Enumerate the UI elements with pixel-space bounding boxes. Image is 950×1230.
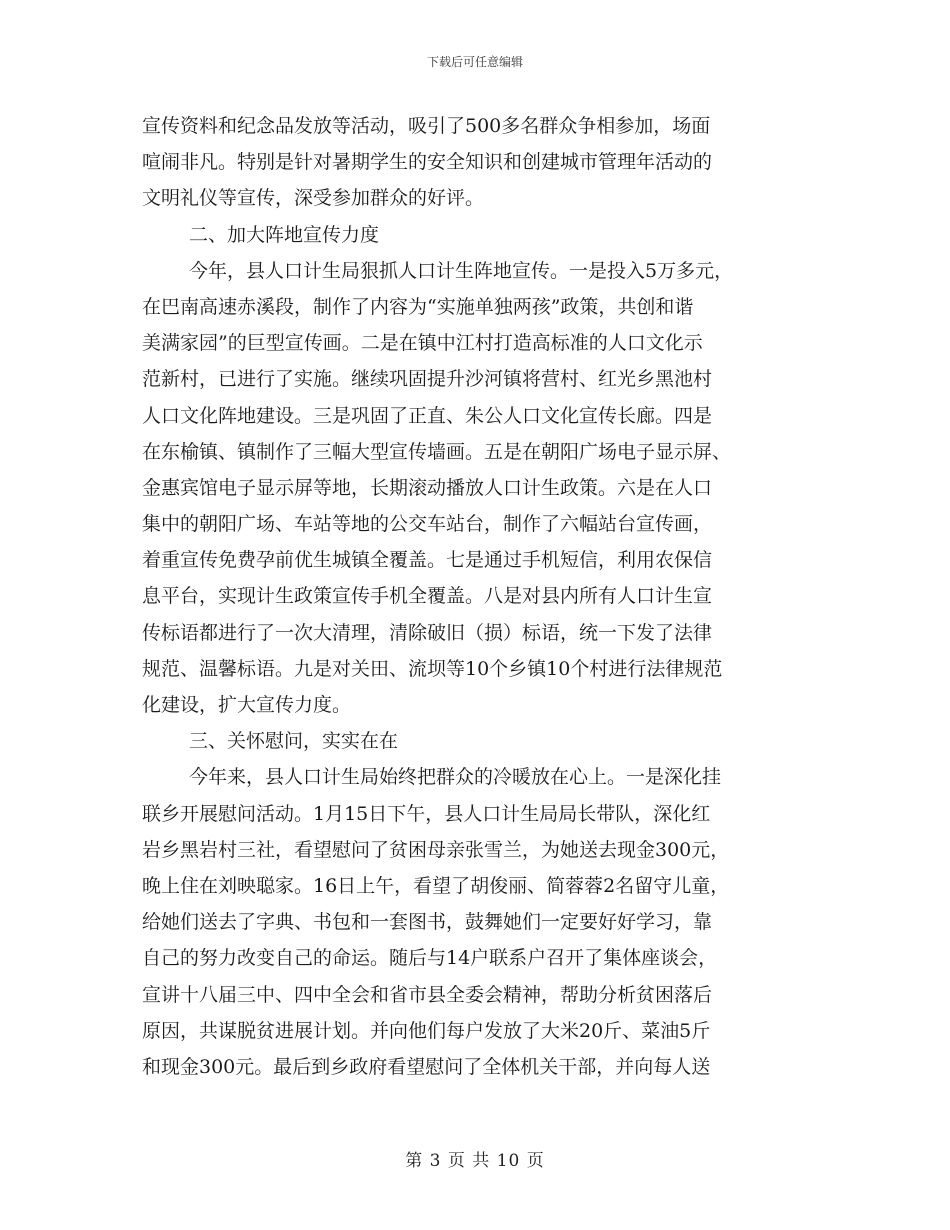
paragraph-line: 今年来，县人口计生局始终把群众的冷暖放在心上。一是深化挂 bbox=[189, 766, 722, 789]
paragraph-line: 今年，县人口计生局狠抓人口计生阵地宣传。一是投入5万多元， bbox=[189, 259, 734, 282]
paragraph-line: 原因，共谋脱贫进展计划。并向他们每户发放了大米20斤、菜油5斤 bbox=[142, 1019, 711, 1042]
paragraph-line: 范新村，已进行了实施。继续巩固提升沙河镇将营村、红光乡黑池村 bbox=[142, 368, 713, 391]
paragraph-line: 晚上住在刘映聪家。16日上午，看望了胡俊丽、简蓉蓉2名留守儿童， bbox=[142, 874, 730, 897]
paragraph-line: 美满家园”的巨型宣传画。二是在镇中江村打造高标准的人口文化示 bbox=[142, 332, 703, 355]
paragraph-line: 化建设，扩大宣传力度。 bbox=[142, 694, 352, 716]
page-number: 第 3 页 共 10 页 bbox=[405, 1151, 545, 1171]
paragraph-line: 息平台，实现计生政策宣传手机全覆盖。八是对县内所有人口计生宣 bbox=[142, 585, 713, 608]
paragraph-line: 集中的朝阳广场、车站等地的公交车站台，制作了六幅站台宣传画， bbox=[142, 513, 713, 536]
paragraph-line: 金惠宾馆电子显示屏等地，长期滚动播放人口计生政策。六是在人口 bbox=[142, 476, 713, 499]
paragraph-line: 人口文化阵地建设。三是巩固了正直、朱公人口文化宣传长廊。四是 bbox=[142, 404, 713, 427]
paragraph-line: 在巴南高速赤溪段，制作了内容为“实施单独两孩”政策，共创和谐 bbox=[142, 295, 694, 318]
paragraph-line: 在东榆镇、镇制作了三幅大型宣传墙画。五是在朝阳广场电子显示屏、 bbox=[142, 440, 732, 463]
document-body bbox=[142, 108, 808, 1085]
section-heading: 三、关怀慰问，实实在在 bbox=[189, 730, 399, 753]
paragraph-line: 给她们送去了字典、书包和一套图书，鼓舞她们一定要好好学习，靠 bbox=[142, 911, 713, 934]
page-header: 下载后可任意编辑 bbox=[426, 55, 523, 69]
paragraph-line: 传标语都进行了一次大清理，清除破旧（损）标语，统一下发了法律 bbox=[142, 621, 713, 644]
paragraph-line: 宣讲十八届三中、四中全会和省市县全委会精神，帮助分析贫困落后 bbox=[142, 983, 713, 1006]
paragraph-line: 喧闹非凡。特别是针对暑期学生的安全知识和创建城市管理年活动的 bbox=[142, 151, 713, 174]
paragraph-line: 文明礼仪等宣传，深受参加群众的好评。 bbox=[142, 187, 485, 210]
paragraph-line: 自己的努力改变自己的命运。随后与14户联系户召开了集体座谈会， bbox=[142, 947, 718, 970]
paragraph-line: 岩乡黑岩村三社，看望慰问了贫困母亲张雪兰，为她送去现金300元， bbox=[142, 838, 730, 861]
paragraph-line: 着重宣传免费孕前优生城镇全覆盖。七是通过手机短信，利用农保信 bbox=[142, 549, 713, 572]
paragraph-line: 和现金300元。最后到乡政府看望慰问了全体机关干部，并向每人送 bbox=[142, 1055, 711, 1078]
paragraph-line: 联乡开展慰问活动。1月15日下午，县人口计生局局长带队，深化红 bbox=[142, 802, 711, 825]
paragraph-line: 规范、温馨标语。九是对关田、流坝等10个乡镇10个村进行法律规范 bbox=[142, 657, 723, 680]
section-heading: 二、加大阵地宣传力度 bbox=[189, 223, 380, 246]
paragraph-line: 宣传资料和纪念品发放等活动，吸引了500多名群众争相参加，场面 bbox=[142, 115, 711, 137]
